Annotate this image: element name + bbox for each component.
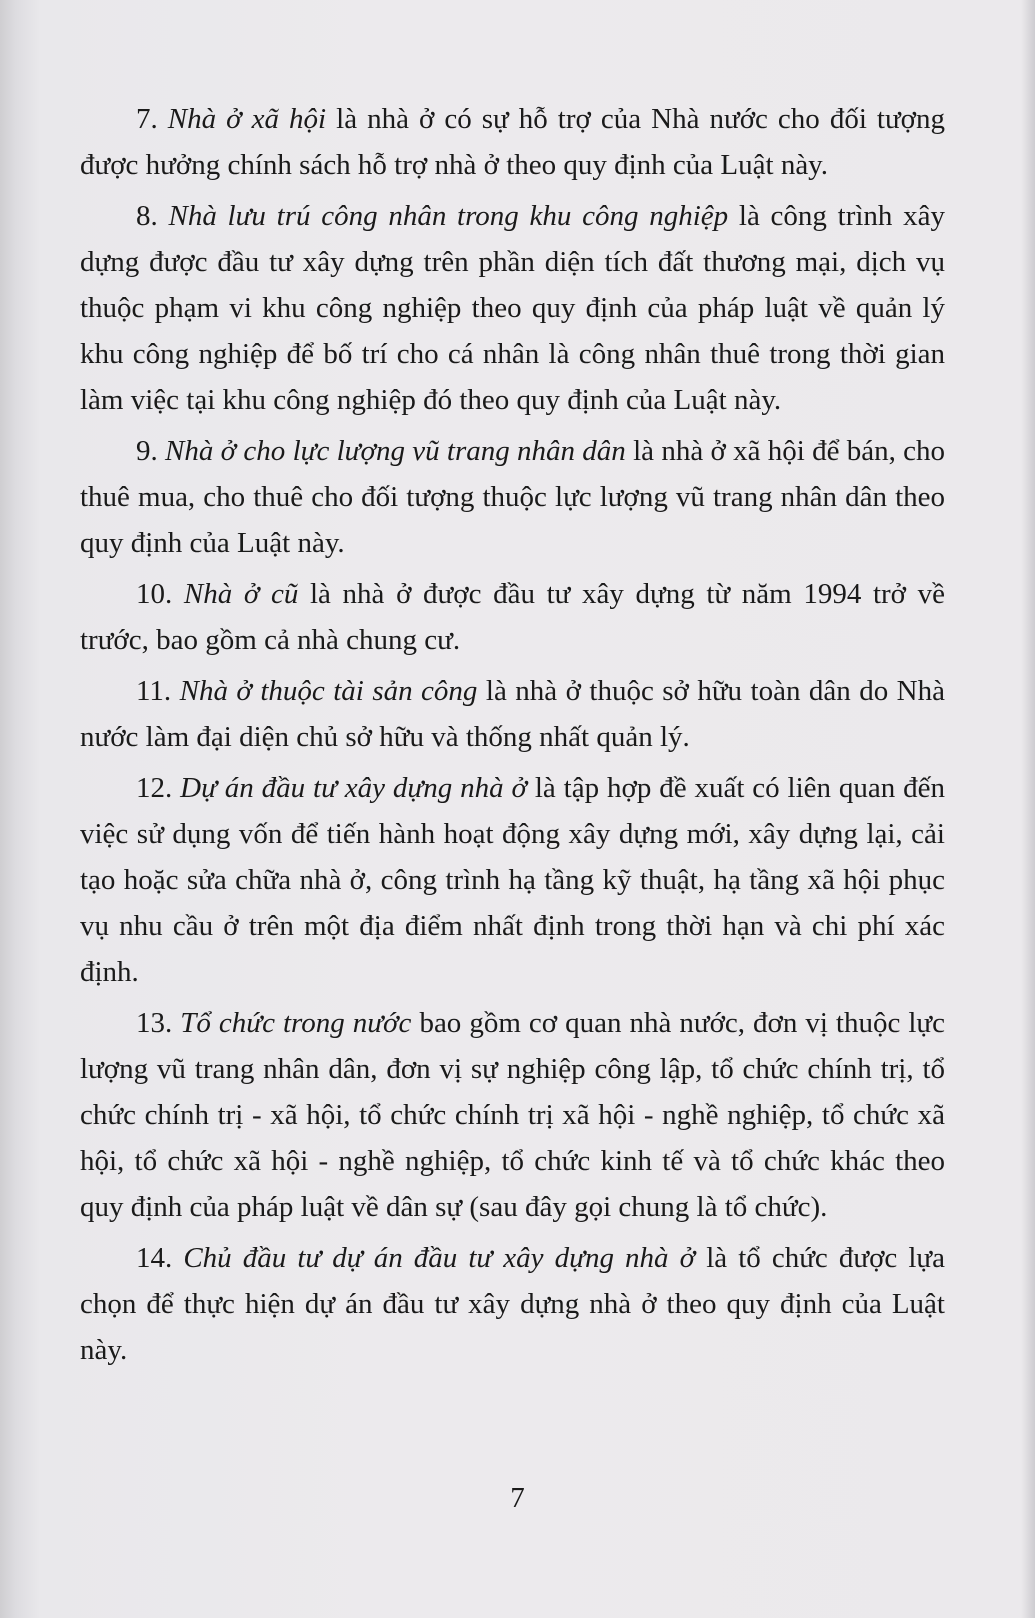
- clause-number: 14.: [136, 1242, 173, 1274]
- definition-paragraph-10: [80, 571, 945, 663]
- defined-term: Nhà lưu trú công nhân trong khu công nghiệp: [168, 200, 729, 232]
- clause-number: 7.: [136, 103, 158, 135]
- page-edge-shadow: [1021, 0, 1035, 1618]
- definition-paragraph-14: [80, 1235, 945, 1373]
- clause-number: 10.: [136, 578, 173, 610]
- definition-text: là tổ chức được lựa chọn để thực hiện dự án đầu tư xây dựng nhà ở theo quy định của Luật này.: [80, 1242, 946, 1366]
- definition-paragraph-12: [80, 765, 945, 995]
- definition-text: là tập hợp đề xuất có liên quan đến việc sử dụng vốn để tiến hành hoạt động xây dựng mới, xây dựng lại, cải tạo hoặc sửa chữa nhà ở, công trình hạ tầng kỹ thuật, hạ tầng xã hội phục vụ nhu cầu ở trên một địa điểm nhất định trong thời hạn và chi phí xác định.: [80, 772, 946, 988]
- defined-term: Nhà ở xã hội: [167, 103, 327, 135]
- clause-number: 12.: [136, 772, 173, 804]
- defined-term: Tổ chức trong nước: [180, 1007, 412, 1039]
- definition-paragraph-7: [80, 96, 945, 188]
- defined-term: Nhà ở thuộc tài sản công: [179, 675, 478, 707]
- definition-paragraph-8: [80, 193, 945, 423]
- defined-term: Chủ đầu tư dự án đầu tư xây dựng nhà ở: [183, 1242, 696, 1274]
- defined-term: Nhà ở cho lực lượng vũ trang nhân dân: [165, 435, 626, 467]
- defined-term: Dự án đầu tư xây dựng nhà ở: [180, 772, 527, 804]
- clause-number: 11.: [136, 675, 172, 707]
- definition-text: là công trình xây dựng được đầu tư xây dựng trên phần diện tích đất thương mại, dịch vụ thuộc phạm vi khu công nghiệp theo quy định của pháp luật về quản lý khu công nghiệp để bố trí cho cá nhân là công nhân thuê trong thời gian làm việc tại khu công nghiệp đó theo quy định của Luật này.: [80, 200, 946, 416]
- clause-number: 9.: [136, 435, 158, 467]
- definition-text: là nhà ở có sự hỗ trợ của Nhà nước cho đối tượng được hưởng chính sách hỗ trợ nhà ở theo quy định của Luật này.: [80, 103, 946, 181]
- definition-text: bao gồm cơ quan nhà nước, đơn vị thuộc lực lượng vũ trang nhân dân, đơn vị sự nghiệp công lập, tổ chức chính trị, tổ chức chính trị - xã hội, tổ chức chính trị xã hội - nghề nghiệp, tổ chức xã hội, tổ chức xã hội - nghề nghiệp, tổ chức kinh tế và tổ chức khác theo quy định của pháp luật về dân sự (sau đây gọi chung là tổ chức).: [80, 1007, 946, 1223]
- definition-paragraph-13: [80, 1000, 945, 1230]
- definition-text: là nhà ở xã hội để bán, cho thuê mua, cho thuê cho đối tượng thuộc lực lượng vũ trang nhân dân theo quy định của Luật này.: [80, 435, 946, 559]
- definition-paragraph-9: [80, 428, 945, 566]
- page-body: [80, 96, 945, 1378]
- page-number: 7: [510, 1482, 525, 1514]
- defined-term: Nhà ở cũ: [183, 578, 299, 610]
- definition-text: là nhà ở thuộc sở hữu toàn dân do Nhà nước làm đại diện chủ sở hữu và thống nhất quản lý.: [80, 675, 945, 753]
- definition-text: là nhà ở được đầu tư xây dựng từ năm 1994 trở về trước, bao gồm cả nhà chung cư.: [80, 578, 946, 656]
- clause-number: 13.: [136, 1007, 173, 1039]
- clause-number: 8.: [136, 200, 158, 232]
- definition-paragraph-11: [80, 668, 945, 760]
